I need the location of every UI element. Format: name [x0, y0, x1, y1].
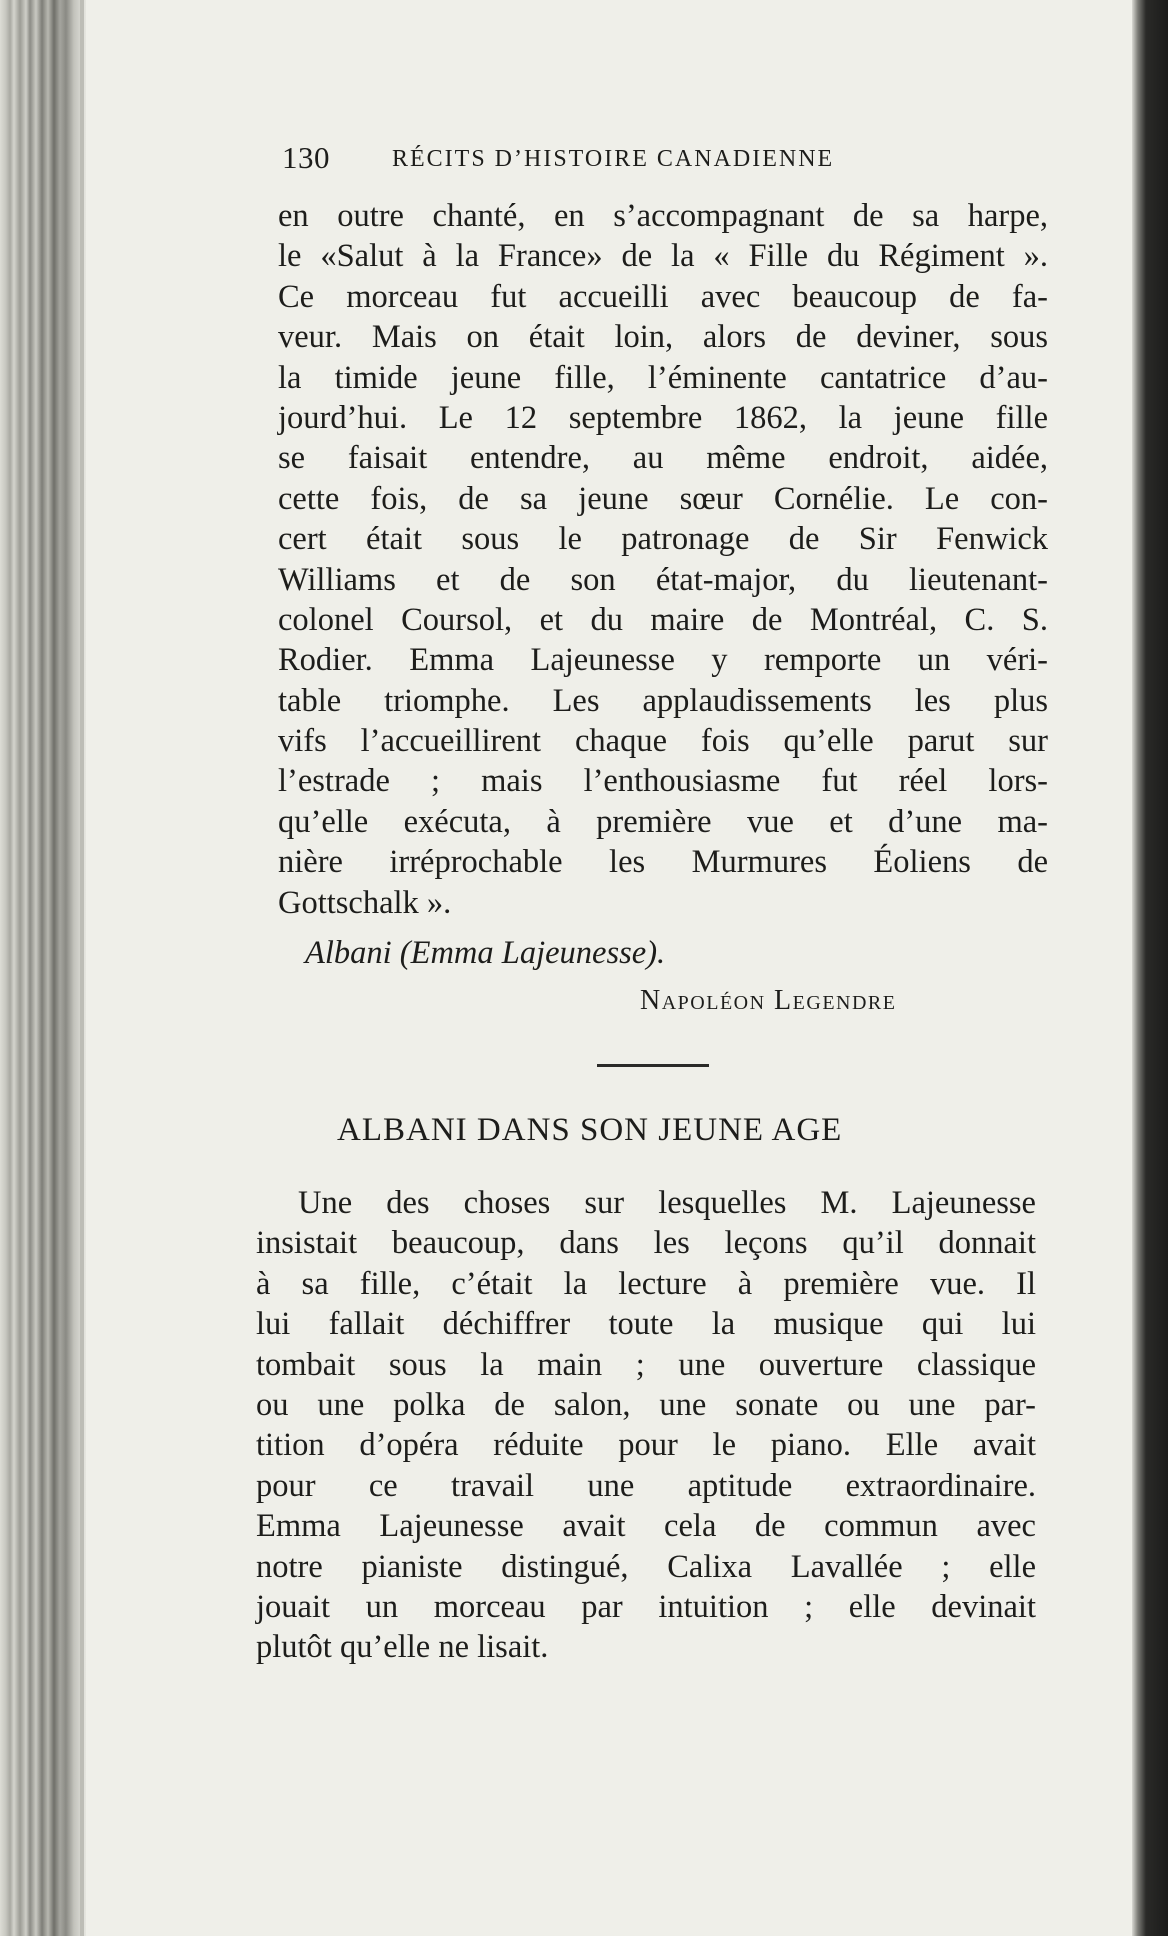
paragraph-continued — [278, 196, 1048, 923]
page-number: 130 — [282, 140, 330, 175]
text-line: Une des choses sur lesquelles M. Lajeunesse — [298, 1185, 1036, 1221]
text-line: colonel Coursol, et du maire de Montréal, C. S. — [278, 601, 1048, 638]
paragraph-section — [256, 1183, 1036, 1668]
text-line: ou une polka de salon, une sonate ou une par- — [256, 1386, 1036, 1423]
text-line: Rodier. Emma Lajeunesse y remporte un véri- — [278, 642, 1048, 679]
text-line: tition d’opéra réduite pour le piano. Elle avait — [256, 1427, 1036, 1464]
text-line: lui fallait déchiffrer toute la musique qui lui — [256, 1306, 1036, 1343]
text-line: jouait un morceau par intuition ; elle devinait — [256, 1588, 1036, 1625]
text-line: en outre chanté, en s’accompagnant de sa harpe, — [278, 198, 1048, 234]
text-line: pour ce travail une aptitude extraordinaire. — [256, 1467, 1036, 1504]
text-line: Ce morceau fut accueilli avec beaucoup de fa- — [278, 278, 1048, 315]
text-line: nière irréprochable les Murmures Éoliens de — [278, 844, 1048, 881]
right-page-gutter — [1132, 0, 1168, 1936]
source-citation: Albani (Emma Lajeunesse). — [305, 935, 666, 971]
text-line: cette fois, de sa jeune sœur Cornélie. Le con- — [278, 480, 1048, 517]
text-line: qu’elle exécuta, à première vue et d’une ma- — [278, 803, 1048, 840]
text-line: vifs l’accueillirent chaque fois qu’elle parut sur — [278, 723, 1048, 760]
text-line: jourd’hui. Le 12 septembre 1862, la jeune fille — [278, 399, 1048, 436]
text-line: Gottschalk ». — [278, 884, 452, 921]
text-line: se faisait entendre, au même endroit, aidée, — [278, 440, 1048, 477]
text-line: Emma Lajeunesse avait cela de commun avec — [256, 1508, 1036, 1545]
running-title: RÉCITS D’HISTOIRE CANADIENNE — [392, 146, 835, 172]
section-title: ALBANI DANS SON JEUNE AGE — [337, 1112, 843, 1148]
running-header — [282, 140, 1042, 180]
section-divider — [597, 1064, 709, 1067]
text-line: à sa fille, c’était la lecture à première vue. Il — [256, 1265, 1036, 1302]
text-line: la timide jeune fille, l’éminente cantatrice d’au- — [278, 359, 1048, 396]
text-line: tombait sous la main ; une ouverture classique — [256, 1346, 1036, 1383]
text-line: plutôt qu’elle ne lisait. — [256, 1629, 549, 1666]
text-line: notre pianiste distingué, Calixa Lavallée ; elle — [256, 1548, 1036, 1585]
text-line: table triomphe. Les applaudissements les plus — [278, 682, 1048, 719]
text-line: l’estrade ; mais l’enthousiasme fut réel lors- — [278, 763, 1048, 800]
text-line: insistait beaucoup, dans les leçons qu’il donnait — [256, 1225, 1036, 1262]
text-line: Williams et de son état-major, du lieutenant- — [278, 561, 1048, 598]
text-line: cert était sous le patronage de Sir Fenwick — [278, 521, 1048, 558]
text-line: le «Salut à la France» de la « Fille du Régiment ». — [278, 238, 1048, 275]
page-edge-line — [80, 0, 84, 1936]
author-signature: Napoléon Legendre — [640, 985, 897, 1016]
book-spine-edge — [0, 0, 86, 1936]
text-line: veur. Mais on était loin, alors de deviner, sous — [278, 319, 1048, 356]
